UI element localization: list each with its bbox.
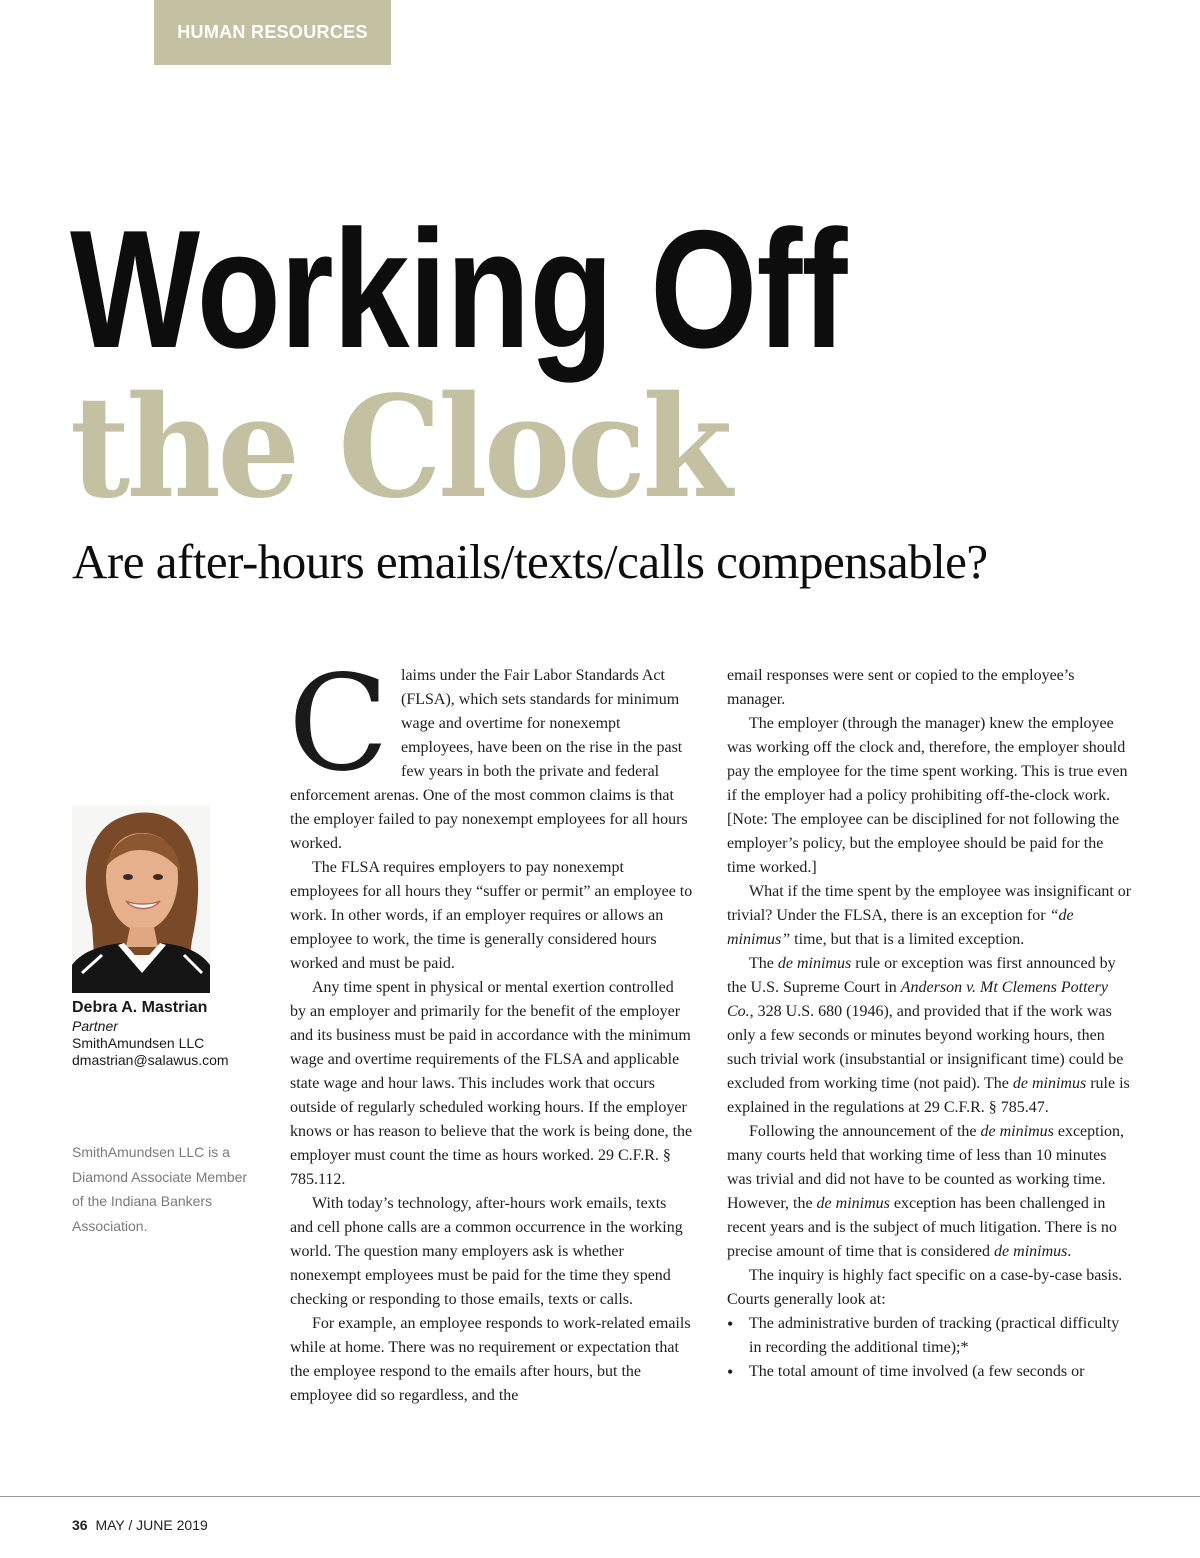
text-run: , 328 U.S. 680 (1946), and provided that if the work was only a few seconds or minutes beyond working hours, then such trivial work (insubstantial or insignificant time) could be excluded from working time (not paid). The <box>727 1003 1124 1092</box>
article-paragraph <box>727 1120 1132 1264</box>
text-run: The <box>749 955 778 972</box>
title-line-2: the Clock <box>70 366 729 530</box>
italic-term: “de minimus” <box>727 907 1074 948</box>
text-run: rule is explained in the regulations at 29 C.F.R. § 785.47. <box>727 1075 1130 1116</box>
title-line-1: Working Off <box>70 195 847 383</box>
issue-date: MAY / JUNE 2019 <box>95 1517 208 1533</box>
text-run: exception, many courts held that working time of less than 10 minutes was trivial and did not have to be counted as working time. However, the <box>727 1123 1125 1212</box>
article-paragraph: The FLSA requires employers to pay nonexempt employees for all hours they “suffer or permit” an employee to work. In other words, if an employer requires or allows an employee to work, the time is generally considered hours worked and must be paid. <box>290 859 693 972</box>
section-label: HUMAN RESOURCES <box>154 0 391 65</box>
text-run: exception has been challenged in recent years and is the subject of much litigation. There is no precise amount of time that is considered <box>727 1195 1117 1260</box>
case-citation: Anderson v. Mt Clemens Pottery Co. <box>727 979 1108 1020</box>
author-photo <box>72 805 210 993</box>
subtitle: Are after-hours emails/texts/calls compensable? <box>72 534 988 589</box>
member-note: SmithAmundsen LLC is a Diamond Associate Member of the Indiana Bankers Association. <box>72 1144 248 1234</box>
author-portrait-icon <box>72 805 210 993</box>
article-paragraph: Any time spent in physical or mental exertion controlled by an employer and primarily for the benefit of the employer and its business must be paid in accordance with the minimum wage and overtime requirements of the FLSA and applicable state wage and hour laws. This includes work that occurs outside of regularly scheduled working hours. If the employer knows or has reason to believe that the work is being done, the employer must count the time as hours worked. 29 C.F.R. § 785.112. <box>290 979 693 1188</box>
list-item: • The total amount of time involved (a few seconds or <box>727 1360 1132 1384</box>
italic-term: de minimus <box>980 1123 1054 1140</box>
italic-term: de minimus <box>1012 1075 1087 1092</box>
article-paragraph: With today’s technology, after-hours work emails, texts and cell phone calls are a common occurrence in the working world. The question many employers ask is whether nonexempt employees must be paid for the time they spend checking or responding to those emails, texts or calls. <box>290 1195 683 1308</box>
footer-divider <box>0 1496 1200 1497</box>
article-paragraph: email responses were sent or copied to the employee’s manager. <box>727 667 1075 708</box>
text-run: . <box>1067 1243 1072 1260</box>
page-number: 36 <box>72 1517 88 1533</box>
article-paragraph: The employer (through the manager) knew the employee was working off the clock and, therefore, the employer should pay the employee for the time spent working. This is true even if the employer had a policy prohibiting off-the-clock work. [Note: The employee can be disciplined for not following the employer’s policy, but the employee should be paid for the time worked.] <box>727 715 1128 876</box>
page-footer <box>72 1516 208 1534</box>
author-email[interactable]: dmastrian@salawus.com <box>72 1052 229 1068</box>
author-name: Debra A. Mastrian <box>72 999 208 1016</box>
article-column-2 <box>727 664 1132 1384</box>
article-paragraph: The inquiry is highly fact specific on a case-by-case basis. Courts generally look at: <box>727 1267 1123 1308</box>
article-paragraph <box>727 880 1132 952</box>
article-paragraph: For example, an employee responds to work-related emails while at home. There was no requirement or expectation that the employee respond to the emails after hours, but the employee did so regardless, and the <box>290 1315 691 1404</box>
article-paragraph <box>727 952 1132 1120</box>
text-run: time, but that is a limited exception. <box>790 931 1025 948</box>
italic-term: de minimus <box>777 955 852 972</box>
author-firm: SmithAmundsen LLC <box>72 1035 205 1051</box>
paragraph-text: laims under the Fair Labor Standards Act (FLSA), which sets standards for minimum wage and overtime for nonexempt employees, have been on the rise in the past few years in both the private and federal enforcement arenas. One of the most common claims is that the employer failed to pay nonexempt employees for all hours worked. <box>290 667 688 852</box>
list-item: • The administrative burden of tracking (practical difficulty in recording the additional time);* <box>727 1312 1132 1360</box>
bullet-list <box>727 1312 1132 1384</box>
article-paragraph <box>288 647 693 856</box>
text-run: Following the announcement of the <box>749 1123 981 1140</box>
italic-term: de minimus <box>994 1243 1068 1260</box>
drop-cap: C <box>288 647 389 801</box>
text-run: What if the time spent by the employee was insignificant or trivial? Under the FLSA, there is an exception for <box>727 883 1132 924</box>
italic-term: de minimus <box>816 1195 890 1212</box>
article-column-1 <box>288 647 693 1408</box>
text-run: rule or exception was first announced by the U.S. Supreme Court in <box>727 955 1116 996</box>
author-role: Partner <box>72 1018 118 1034</box>
